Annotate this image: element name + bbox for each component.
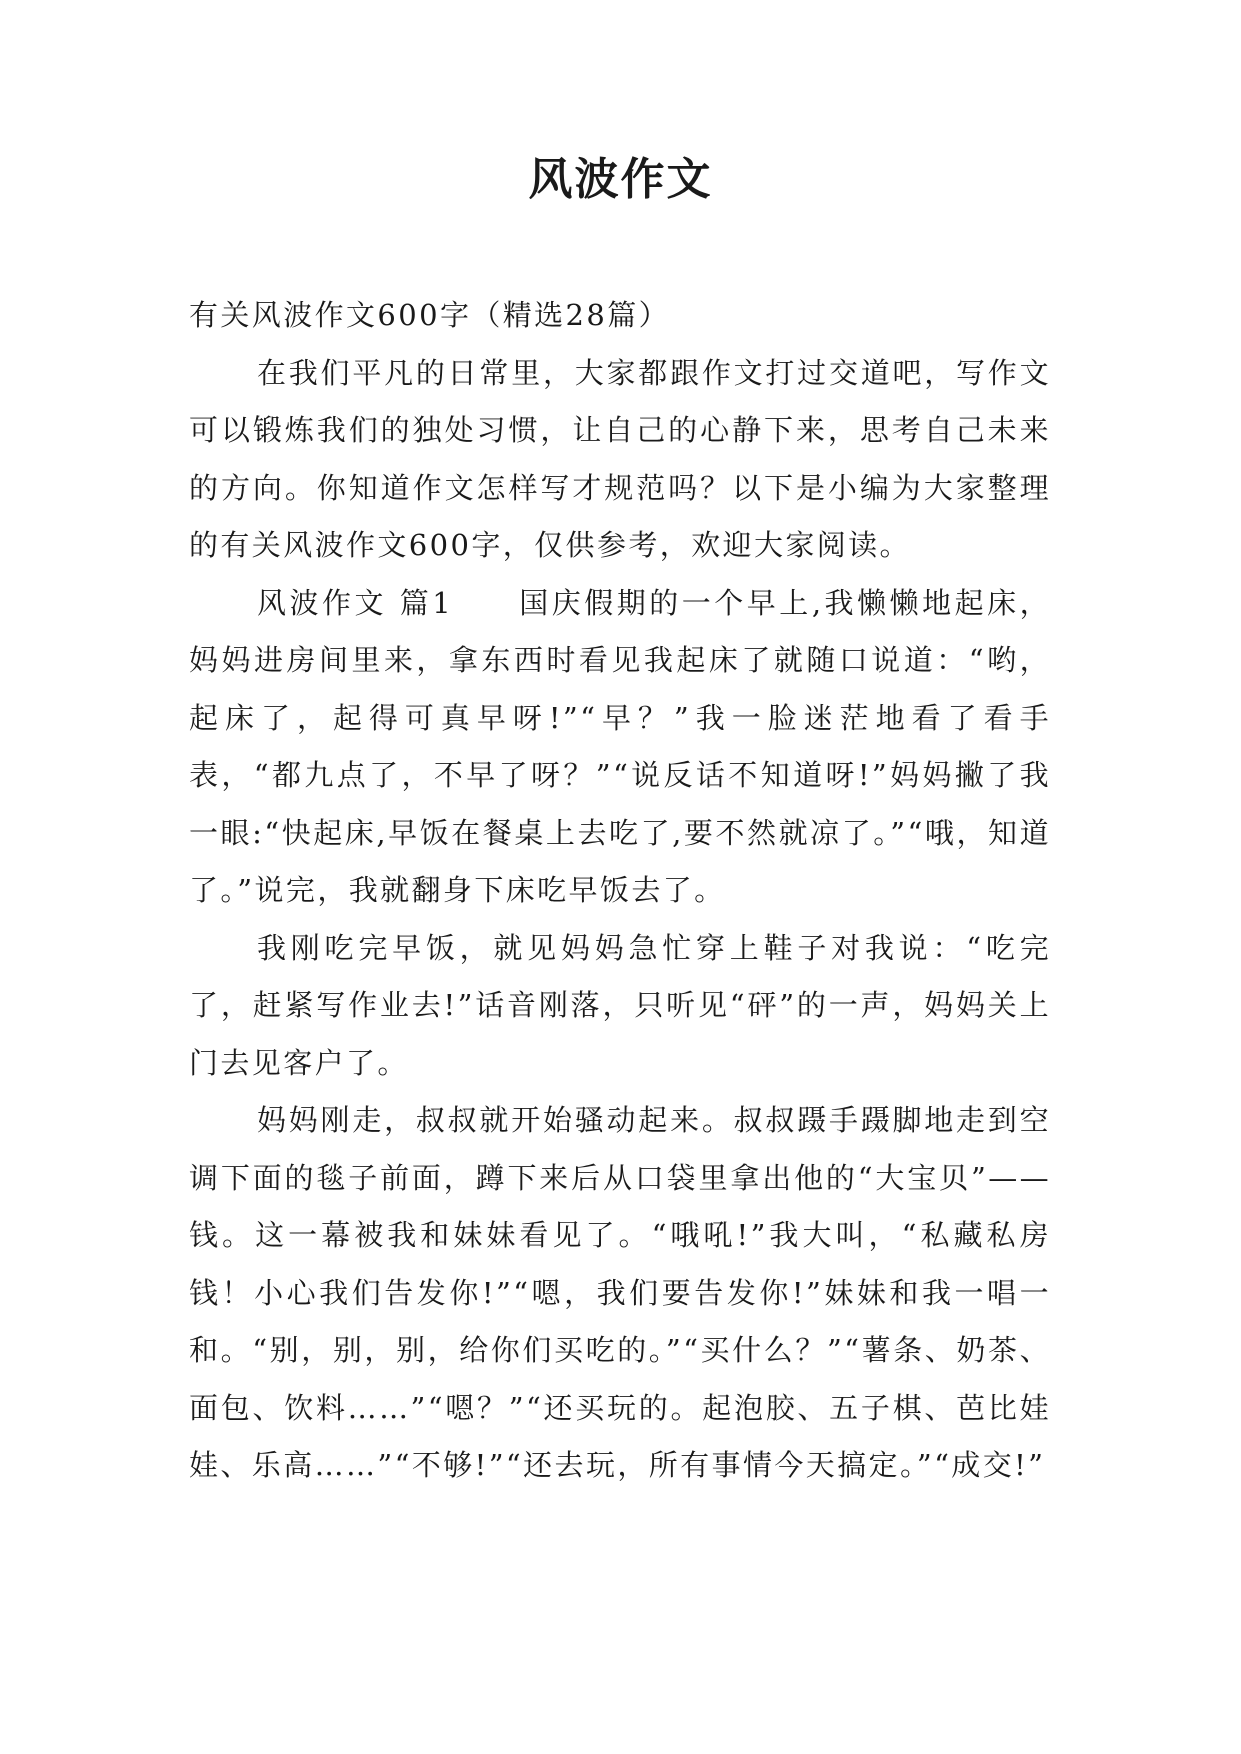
essay-1-paragraph-1: 风波作文 篇1 国庆假期的一个早上,我懒懒地起床，妈妈进房间里来，拿东西时看见我起床了就随口说道：“哟，起床了，起得可真早呀!”“早？”我一脸迷茫地看了看手表，“都九点了，不早了呀？”“说反话不知道呀!”妈妈撇了我一眼:“快起床,早饭在餐桌上去吃了,要不然就凉了。”“哦，知道了。”说完，我就翻身下床吃早饭去了。 xyxy=(189,585,1051,907)
essay-1-paragraph-3: 妈妈刚走，叔叔就开始骚动起来。叔叔蹑手蹑脚地走到空调下面的毯子前面，蹲下来后从口袋里拿出他的“大宝贝”——钱。这一幕被我和妹妹看见了。“哦吼!”我大叫，“私藏私房钱！小心我们告发你!”“嗯，我们要告发你!”妹妹和我一唱一和。“别，别，别，给你们买吃的。”“买什么？”“薯条、奶茶、面包、饮料……”“嗯？”“还买玩的。起泡胶、五子棋、芭比娃娃、乐高……”“不够!”“还去玩，所有事情今天搞定。”“成交!” xyxy=(189,1103,1051,1482)
essay-1-paragraph-2: 我刚吃完早饭，就见妈妈急忙穿上鞋子对我说：“吃完了，赶紧写作业去!”话音刚落，只听见“砰”的一声，妈妈关上门去见客户了。 xyxy=(189,930,1051,1080)
document-title: 风波作文 xyxy=(528,154,713,205)
subtitle-paragraph: 有关风波作文600字（精选28篇） xyxy=(189,298,671,332)
intro-paragraph: 在我们平凡的日常里，大家都跟作文打过交道吧，写作文可以锻炼我们的独处习惯，让自己的心静下来，思考自己未来的方向。你知道作文怎样写才规范吗？以下是小编为大家整理的有关风波作文600字，仅供参考，欢迎大家阅读。 xyxy=(189,355,1051,562)
document-body xyxy=(189,287,1051,1495)
